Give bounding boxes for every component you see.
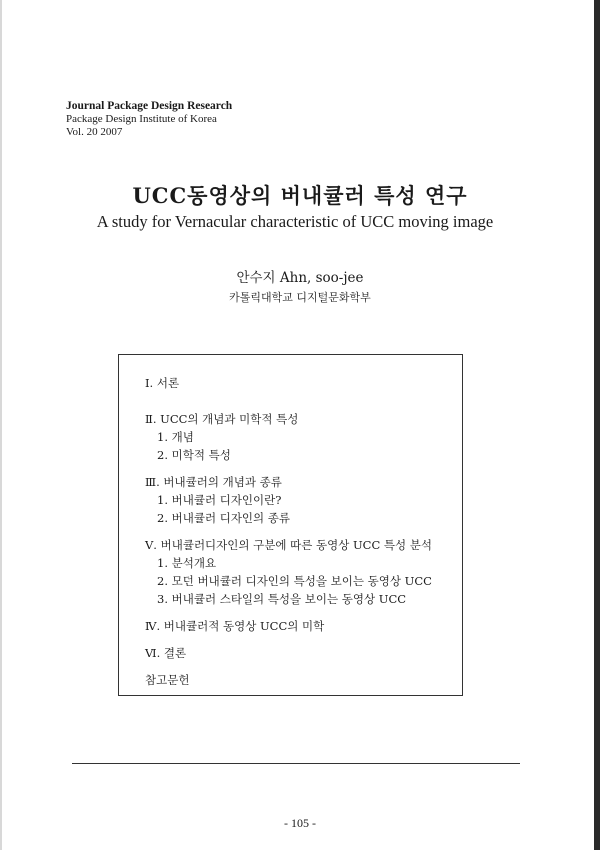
toc-item-3-2: 2. 버내큘러 디자인의 종류 xyxy=(157,511,291,525)
toc-item-3-1: 1. 버내큘러 디자인이란? xyxy=(157,493,282,507)
author-name: 안수지 Ahn, soo-jee xyxy=(236,270,364,286)
toc-references: 참고문헌 xyxy=(145,673,190,687)
toc-section-3: Ⅲ. 버내큘러의 개념과 종류 xyxy=(145,475,282,489)
author-affiliation: 카톨릭대학교 디지털문화학부 xyxy=(229,291,371,304)
journal-publisher: Package Design Institute of Korea xyxy=(66,113,217,125)
toc-section-6: Ⅵ. 결론 xyxy=(145,646,187,660)
toc-section-4: Ⅳ. 버내큘러적 동영상 UCC의 미학 xyxy=(145,619,325,633)
toc-section-1: Ⅰ. 서론 xyxy=(145,376,180,390)
journal-info xyxy=(66,100,232,139)
toc-item-2-1: 1. 개념 xyxy=(157,430,194,444)
toc-item-2-2: 2. 미학적 특성 xyxy=(157,448,231,462)
journal-name: Journal Package Design Research xyxy=(66,100,233,112)
footer-rule xyxy=(72,763,520,764)
toc-section-5: Ⅴ. 버내큘러디자인의 구분에 따른 동영상 UCC 특성 분석 xyxy=(145,538,433,552)
toc-item-5-1: 1. 분석개요 xyxy=(157,556,217,570)
toc-item-5-2: 2. 모던 버내큘러 디자인의 특성을 보이는 동영상 UCC xyxy=(157,574,432,588)
toc-item-5-3: 3. 버내큘러 스타일의 특성을 보이는 동영상 UCC xyxy=(157,592,407,606)
table-of-contents xyxy=(145,374,432,689)
journal-volume: Vol. 20 2007 xyxy=(66,126,123,138)
page-right-edge xyxy=(594,0,600,850)
page-left-edge xyxy=(0,0,2,850)
page-number: - 105 - xyxy=(284,816,316,830)
toc-section-2: Ⅱ. UCC의 개념과 미학적 특성 xyxy=(145,412,299,426)
paper-title-english: A study for Vernacular characteristic of UCC moving image xyxy=(96,212,494,231)
paper-title-korean: UCC동영상의 버내큘러 특성 연구 xyxy=(132,183,468,208)
